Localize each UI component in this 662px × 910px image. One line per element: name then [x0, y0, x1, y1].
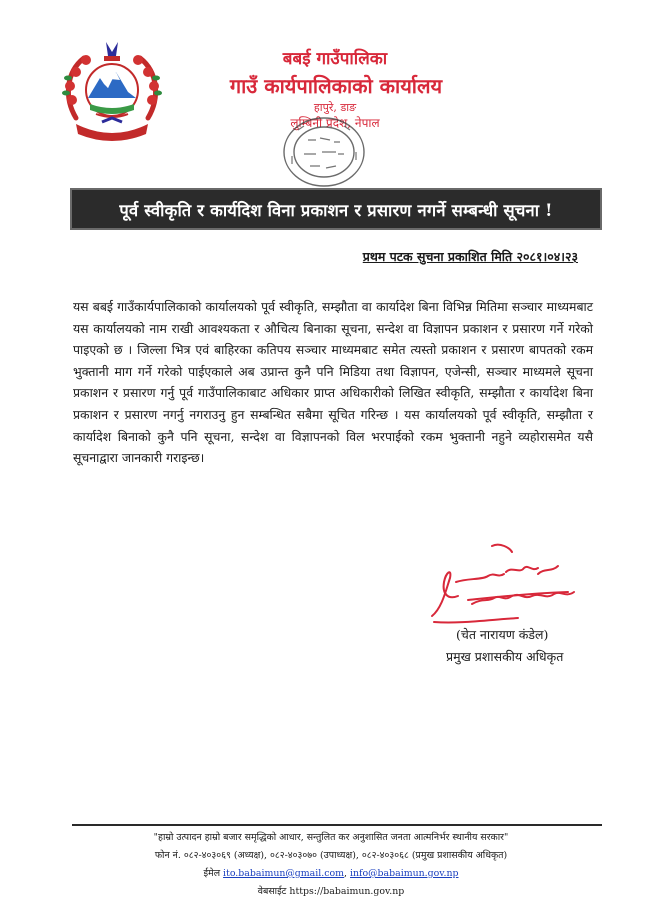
email-link-info[interactable]: info@babaimun.gov.np: [350, 868, 459, 879]
email-separator: ,: [344, 868, 348, 879]
office-province: लुम्बिनी प्रदेश, नेपाल: [290, 116, 380, 130]
footer-phone: फोन नं. ०८२-४०३०६९ (अध्यक्ष), ०८२-४०३०७० (उपाध्यक्ष), ०८२-४०३०६८ (प्रमुख प्रशासकीय अधिकृत): [154, 850, 508, 861]
municipality-name: बबई गाउँपालिका: [282, 49, 388, 69]
office-location: हापुरे, डाङ: [313, 101, 357, 114]
notice-title: पूर्व स्वीकृति र कार्यदिश विना प्रकाशन र प्रसारण नगर्ने सम्बन्धी सूचना !: [119, 200, 553, 220]
signer-position: प्रमुख प्रशासकीय अधिकृत: [446, 649, 564, 664]
nepal-emblem-icon: [56, 38, 168, 144]
email-label: ईमेल: [203, 868, 221, 879]
website-label: वेबसाईट: [257, 886, 287, 897]
notice-title-bar: [70, 188, 602, 230]
office-stamp-icon: [278, 112, 370, 192]
handwritten-signature: [428, 538, 593, 630]
signer-name: (चेत नारायण कंडेल): [456, 627, 549, 642]
website-url[interactable]: https://babaimun.gov.np: [289, 886, 405, 897]
notice-body: यस बबई गाउँकार्यपालिकाको कार्यालयको पूर्व स्वीकृति, सम्झौता वा कार्यादेश बिना विभिन्न मितिमा सञ्चार माध्यमबाट यस कार्यालयको नाम राखी आवश्यकता र औचित्य बिनाका सूचना, सन्देश वा विज्ञापन प्रकाशन र प्रसारण गर्ने गरेको पाइएको छ । जिल्ला भित्र एवं बाहिरका कतिपय सञ्चार माध्यमबाट समेत त्यस्तो प्रकाशन र प्रसारण बापतको रकम भुक्तानी माग गर्ने गरेको पाईएकाले अब उप्रान्त कुनै पनि मिडिया तथा विज्ञापन, एजेन्सी, सञ्चार माध्यमले सूचना प्रकाशन र प्रसारण गर्नु पूर्व गाउँपालिकाबाट अधिकार प्राप्त अधिकारीको लिखित स्वीकृति, सम्झौता र कार्यादेश बिना प्रकाशन र प्रसारण नगर्नु नगराउनु हुन सम्बन्धित सबैमा सूचित गरिन्छ । यस कार्यालयको पूर्व स्वीकृति, सम्झौता र कार्यादेश बिनाको कुनै पनि सूचना, सन्देश वा विज्ञापनको विल भरपाईको रकम भुक्तानी नहुने व्यहोरासमेत यसै सूचनाद्वारा जानकारी गराइन्छ।: [73, 299, 593, 466]
notice-publish-date: प्रथम पटक सुचना प्रकाशित मिति २०८१।०४।२३: [362, 249, 578, 264]
office-name: गाउँ कार्यपालिकाको कार्यालय: [229, 74, 443, 98]
footer-website-row: [0, 884, 662, 897]
email-link-ito[interactable]: ito.babaimun@gmail.com: [223, 868, 345, 879]
footer-email-row: [0, 866, 662, 879]
footer-slogan: "हाम्रो उत्पादन हाम्रो बजार समृद्धिको आधार, सन्तुलित कर अनुशासित जनता आत्मनिर्भर स्थानीय सरकार": [153, 832, 509, 843]
footer-divider: [72, 824, 602, 826]
